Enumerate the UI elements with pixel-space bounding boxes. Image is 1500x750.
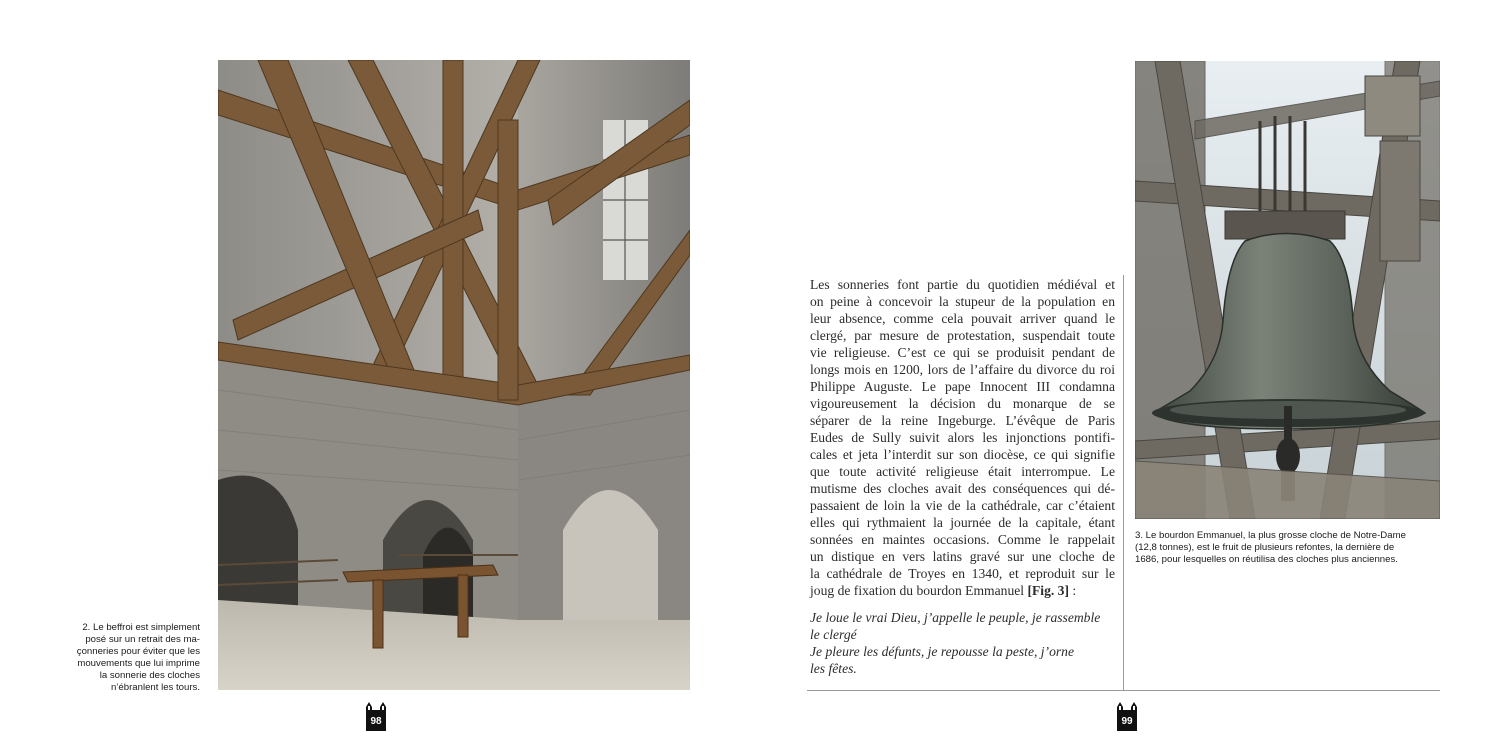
verse-line: Je pleure les défunts, je repousse la peste, j’orne bbox=[810, 644, 1075, 659]
caption-line: 1686, pour lesquelles on réutilisa des cloches plus anciennes. bbox=[1135, 554, 1398, 565]
text-line: clergé, par mesure de protestation, suspendait toute bbox=[810, 328, 1115, 343]
page-number-98 bbox=[365, 701, 387, 731]
text-line: Philippe Auguste. Le pape Innocent III condamna bbox=[810, 379, 1115, 394]
caption-line: 3. Le bourdon Emmanuel, la plus grosse cloche de Notre-Dame bbox=[1135, 530, 1406, 541]
text-line: Les sonneries font partie du quotidien médiéval et bbox=[810, 277, 1115, 292]
figure-2-caption bbox=[40, 622, 200, 694]
text-line: leur absence, comme cela pouvait arriver quand le bbox=[810, 311, 1115, 326]
verse-line: le clergé bbox=[810, 627, 857, 642]
text-line: on peine à concevoir la stupeur de la population en bbox=[810, 294, 1115, 309]
page-number-99 bbox=[1116, 701, 1138, 731]
text-line: mutisme des cloches avait des conséquences qui dé- bbox=[810, 481, 1115, 496]
caption-line: mouvements que lui imprime bbox=[77, 658, 200, 669]
text-line: Eudes de Sully suivit alors les injonctions pontifi- bbox=[810, 430, 1115, 445]
text-line: un distique en vers latins gravé sur une cloche de bbox=[810, 549, 1115, 564]
caption-line: 2. Le beffroi est simplement bbox=[82, 622, 200, 633]
bourdon-emmanuel-photo bbox=[1135, 61, 1440, 519]
verse-line: les fêtes. bbox=[810, 661, 857, 676]
text-line: que toute activité religieuse était interrompue. Le bbox=[810, 464, 1115, 479]
spacer bbox=[810, 599, 1115, 609]
caption-line: (12,8 tonnes), est le fruit de plusieurs refontes, la dernière de bbox=[1135, 542, 1395, 553]
text-line: elles qui rythmaient la journée de la capitale, étant bbox=[810, 515, 1115, 530]
text-line: séparer de la reine Ingeburge. L’évêque de Paris bbox=[810, 413, 1115, 428]
bottom-rule bbox=[807, 690, 1440, 691]
figure-reference-link[interactable]: [Fig. 3] bbox=[1027, 583, 1069, 598]
text-line: vie religieuse. C’est ce qui se produisit pendant de bbox=[810, 345, 1115, 360]
text-line: sonnées en maintes occasions. Comme le rappelait bbox=[810, 532, 1115, 547]
text-line: la cathédrale de Troyes en 1340, et reproduit sur le bbox=[810, 566, 1115, 581]
body-text bbox=[810, 276, 1115, 677]
caption-line: çonneries pour éviter que les bbox=[76, 646, 200, 657]
text-line: vigoureusement la décision du monarque de se bbox=[810, 396, 1115, 411]
page-number-label: 99 bbox=[1121, 716, 1133, 727]
text-line: passaient de loin la vie de la cathédrale, car c’étaient bbox=[810, 498, 1115, 513]
caption-line: la sonnerie des cloches bbox=[99, 670, 200, 681]
text-segment: joug de fixation du bourdon Emmanuel bbox=[810, 583, 1028, 598]
figure-3-caption bbox=[1135, 530, 1440, 566]
belfry-photo bbox=[218, 60, 690, 690]
vertical-divider bbox=[1123, 275, 1124, 691]
caption-line: n’ébranlent les tours. bbox=[110, 682, 200, 693]
verse-line: Je loue le vrai Dieu, j’appelle le peuple, je rassemble bbox=[810, 610, 1101, 625]
caption-line: posé sur un retrait des ma- bbox=[85, 634, 200, 645]
text-line-last bbox=[810, 582, 1115, 599]
text-segment: : bbox=[1069, 583, 1077, 598]
text-line: cales et jeta l’interdit sur son diocèse, ce qui signifie bbox=[810, 447, 1115, 462]
page-number-label: 98 bbox=[370, 716, 382, 727]
text-line: longs mois en 1200, lors de l’affaire du divorce du roi bbox=[810, 362, 1115, 377]
